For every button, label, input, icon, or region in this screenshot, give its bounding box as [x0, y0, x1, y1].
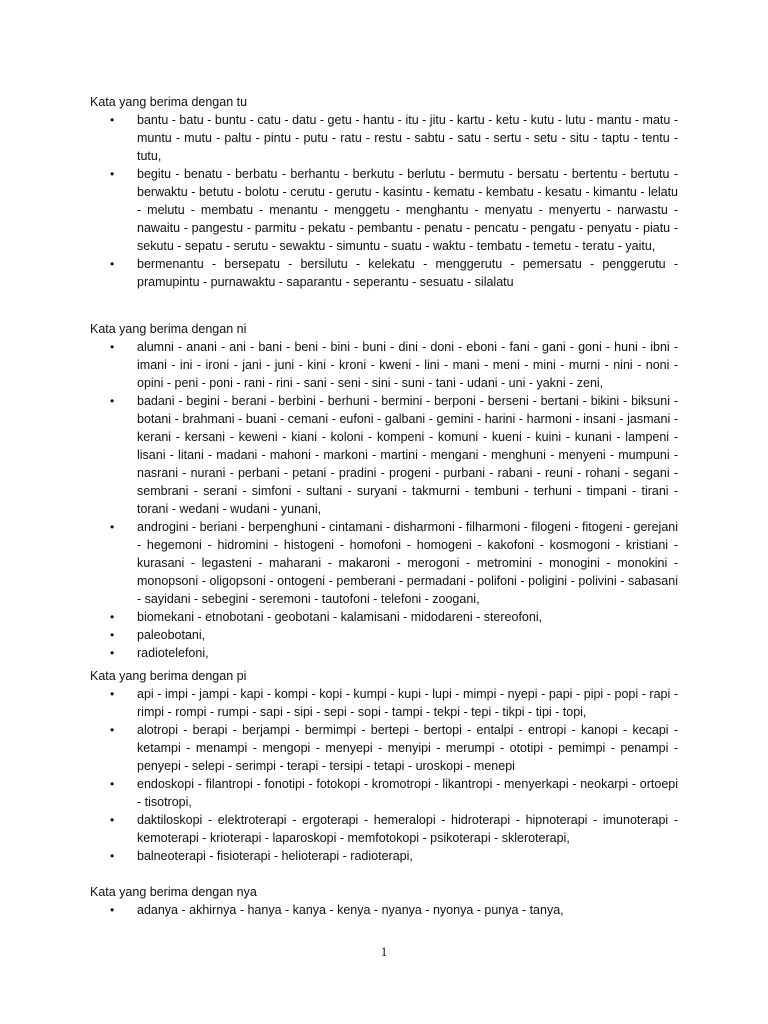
list-item	[90, 901, 678, 919]
bullet-icon: •	[110, 723, 115, 737]
page-number: 1	[380, 944, 388, 959]
bullet-icon: •	[110, 340, 115, 354]
section-rhyme-ni	[90, 320, 678, 662]
bullet-icon: •	[110, 167, 115, 181]
bullet-icon: •	[110, 610, 115, 624]
word-list	[90, 111, 678, 291]
section-heading: Kata yang berima dengan pi	[90, 669, 247, 683]
bullet-icon: •	[110, 687, 115, 701]
bullet-icon: •	[110, 849, 115, 863]
list-item	[90, 811, 678, 847]
word-list	[90, 901, 678, 919]
bullet-icon: •	[110, 628, 115, 642]
list-item-text: bantu - batu - buntu - catu - datu - getu - hantu - itu - jitu - kartu - ketu - kutu - lutu - mantu - matu - muntu - mutu - paltu - pintu - putu - ratu - restu - sabtu - satu - sertu - setu - situ - taptu - tentu - tutu,	[137, 113, 678, 163]
bullet-icon: •	[110, 903, 115, 917]
list-item	[90, 165, 678, 255]
list-item-text: alotropi - berapi - berjampi - bermimpi - bertepi - bertopi - entalpi - entropi - kanopi - kecapi - ketampi - menampi - mengopi - menyepi - menyipi - merumpi - ototipi - pemimpi - penampi - penyepi - selepi - serimpi - terapi - tersipi - tetapi - uroskopi - menepi	[137, 723, 678, 773]
bullet-icon: •	[110, 646, 115, 660]
section-heading: Kata yang berima dengan tu	[90, 95, 248, 109]
bullet-icon: •	[110, 257, 115, 271]
list-item	[90, 721, 678, 775]
section-heading: Kata yang berima dengan nya	[90, 885, 257, 899]
list-item	[90, 518, 678, 608]
list-item	[90, 392, 678, 518]
list-item	[90, 775, 678, 811]
list-item	[90, 255, 678, 291]
list-item-text: biomekani - etnobotani - geobotani - kalamisani - midodareni - stereofoni,	[137, 610, 543, 624]
section-heading: Kata yang berima dengan ni	[90, 322, 247, 336]
section-rhyme-tu	[90, 93, 678, 291]
list-item-text: bermenantu - bersepatu - bersilutu - kelekatu - menggerutu - pemersatu - penggerutu - pramupintu - purnawaktu - saparantu - seperantu - sesuatu - silalatu	[137, 257, 678, 289]
word-list	[90, 338, 678, 662]
word-list	[90, 685, 678, 865]
list-item-text: endoskopi - filantropi - fonotipi - fotokopi - kromotropi - likantropi - menyerkapi - neokarpi - ortoepi - tisotropi,	[137, 777, 678, 809]
section-rhyme-pi	[90, 667, 678, 865]
bullet-icon: •	[110, 777, 115, 791]
list-item-text: balneoterapi - fisioterapi - helioterapi - radioterapi,	[137, 849, 413, 863]
list-item-text: androgini - beriani - berpenghuni - cintamani - disharmoni - filharmoni - filogeni - fitogeni - gerejani - hegemoni - hidromini - histogeni - homofoni - homogeni - kakofoni - kosmogoni - kristiani - kurasani - legasteni - maharani - makaroni - merogoni - metromini - monogini - monokini - monopsoni - oligopsoni - ontogeni - pemberani - permadani - polifoni - poligini - polivini - sabasani - sayidani - sebegini - seremoni - tautofoni - telefoni - zoogani,	[137, 520, 678, 606]
list-item	[90, 626, 678, 644]
list-item-text: radiotelefoni,	[137, 646, 209, 660]
list-item-text: paleobotani,	[137, 628, 206, 642]
list-item	[90, 338, 678, 392]
list-item-text: alumni - anani - ani - bani - beni - bini - buni - dini - doni - eboni - fani - gani - goni - huni - ibni - imani - ini - ironi - jani - juni - kini - kroni - kweni - lini - mani - meni - mini - murni - nini - noni - opini - peni - poni - rani - rini - sani - seni - sini - suni - tani - udani - uni - yakni - zeni,	[137, 340, 678, 390]
bullet-icon: •	[110, 113, 115, 127]
list-item-text: badani - begini - berani - berbini - berhuni - bermini - berponi - berseni - bertani - bikini - biksuni - botani - brahmani - buani - cemani - eufoni - galbani - gemini - harini - harmoni - insani - jasmani - kerani - kersani - keweni - kiani - koloni - kompeni - komuni - kueni - kuini - kunani - lampeni - lisani - litani - madani - mahoni - markoni - martini - mengani - menghuni - menyeni - mumpuni - nasrani - nurani - perbani - petani - pradini - progeni - purbani - rabani - reuni - rohani - segani - sembrani - serani - simfoni - sultani - suryani - takmurni - tembuni - terhuni - timpani - tirani - torani - wedani - wudani - yunani,	[137, 394, 678, 516]
list-item-text: begitu - benatu - berbatu - berhantu - berkutu - berlutu - bermutu - bersatu - bertentu - bertutu - berwaktu - betutu - bolotu - cerutu - gerutu - kasintu - kematu - kembatu - kesatu - kimantu - lelatu - melutu - membatu - menantu - menggetu - menghantu - menyatu - menyertu - narwastu - nawaitu - pangestu - parmitu - pekatu - pembantu - penatu - pencatu - pengatu - penyatu - piatu - sekutu - sepatu - serutu - sewaktu - simuntu - suatu - waktu - tembatu - temetu - teratu - yaitu,	[137, 167, 678, 253]
list-item-text: daktiloskopi - elektroterapi - ergoterapi - hemeralopi - hidroterapi - hipnoterapi - imunoterapi - kemoterapi - krioterapi - laparoskopi - memfotokopi - psikoterapi - skleroterapi,	[137, 813, 678, 845]
list-item	[90, 847, 678, 865]
list-item	[90, 608, 678, 626]
list-item	[90, 685, 678, 721]
list-item-text: adanya - akhirnya - hanya - kanya - kenya - nyanya - nyonya - punya - tanya,	[137, 903, 564, 917]
list-item-text: api - impi - jampi - kapi - kompi - kopi - kumpi - kupi - lupi - mimpi - nyepi - papi - pipi - popi - rapi - rimpi - rompi - rumpi - sapi - sipi - sepi - sopi - tampi - tekpi - tepi - tikpi - tipi - topi,	[137, 687, 678, 719]
bullet-icon: •	[110, 520, 115, 534]
list-item	[90, 111, 678, 165]
list-item	[90, 644, 678, 662]
section-rhyme-nya	[90, 883, 678, 919]
bullet-icon: •	[110, 813, 115, 827]
bullet-icon: •	[110, 394, 115, 408]
